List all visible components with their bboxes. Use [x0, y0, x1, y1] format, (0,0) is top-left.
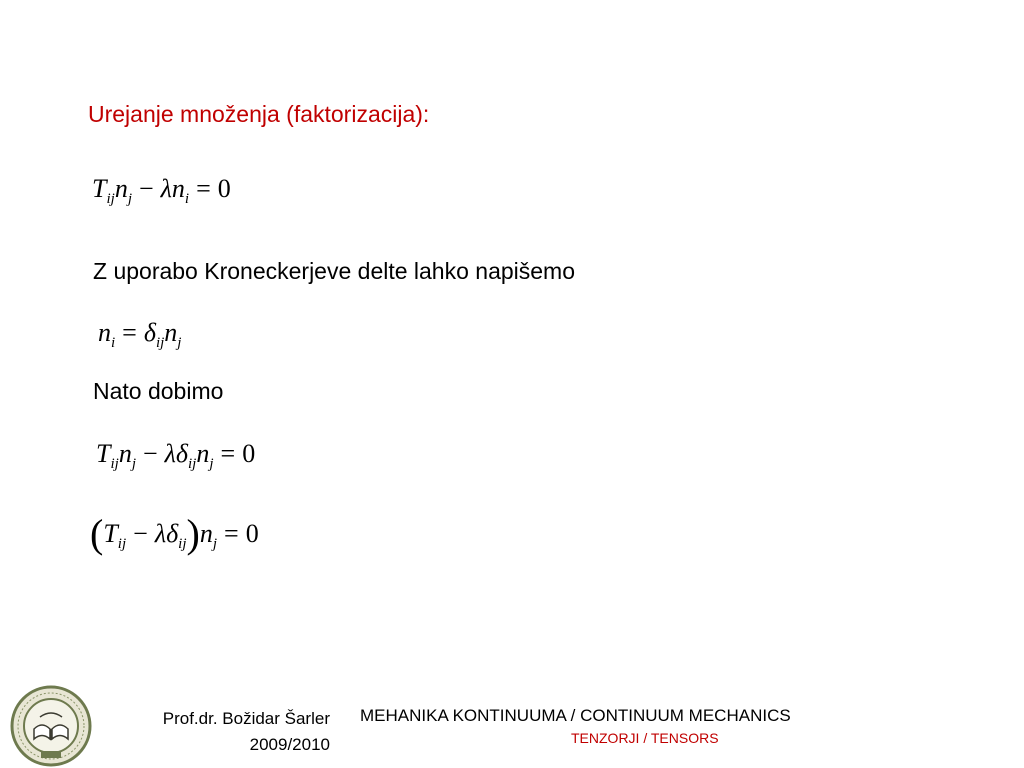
eq-subscript: j [177, 335, 182, 351]
eq-operator: − [138, 174, 154, 203]
footer-course: MEHANIKA KONTINUUMA / CONTINUUM MECHANICS [360, 706, 791, 725]
footer-topic: TENZORJI / TENSORS [571, 730, 719, 746]
eq-symbol: n [196, 439, 210, 468]
eq-symbol: λ [160, 174, 172, 203]
footer-author-block [163, 706, 330, 758]
eq-symbol: T [103, 519, 118, 548]
eq-subscript: ij [155, 335, 165, 351]
eq-symbol: n [98, 318, 111, 347]
eq-symbol: n [114, 174, 128, 203]
eq-symbol: n [118, 439, 132, 468]
university-seal-icon [10, 685, 92, 767]
eq-symbol: λ [154, 519, 167, 548]
eq-symbol: δ [166, 519, 179, 548]
footer-author: Prof.dr. Božidar Šarler [162, 709, 330, 728]
eq-subscript: j [127, 191, 132, 207]
eq-symbol: δ [143, 318, 156, 347]
eq-symbol: δ [175, 439, 189, 468]
eq-number: 0 [242, 439, 256, 468]
eq-operator: = [196, 174, 211, 203]
eq-symbol: T [92, 174, 107, 203]
eq-paren-left: ( [90, 511, 104, 556]
eq-number: 0 [217, 174, 231, 203]
eq-subscript: ij [117, 536, 127, 552]
slide-text-result: Nato dobimo [93, 378, 224, 404]
eq-symbol: n [164, 318, 178, 347]
eq-subscript: ij [110, 456, 119, 472]
equation-substituted [96, 439, 256, 472]
eq-operator: − [142, 439, 158, 468]
eq-subscript: j [209, 456, 214, 472]
equation-factorized [90, 511, 259, 556]
eq-operator: = [220, 439, 236, 468]
equation-eigen-problem [92, 174, 231, 207]
slide-heading: Urejanje množenja (faktorizacija): [88, 101, 430, 127]
eq-subscript: j [131, 456, 136, 472]
eq-operator: = [122, 318, 137, 347]
eq-symbol: T [96, 439, 111, 468]
eq-operator: = [224, 519, 239, 548]
eq-operator: − [133, 519, 148, 548]
eq-subscript: ij [178, 536, 187, 552]
eq-subscript: i [111, 335, 116, 351]
equation-kronecker [98, 318, 182, 351]
eq-paren-right: ) [186, 511, 200, 556]
eq-subscript: ij [188, 456, 197, 472]
eq-subscript: i [184, 191, 190, 207]
seal-graphic [10, 685, 92, 767]
footer-year: 2009/2010 [249, 735, 330, 754]
eq-symbol: n [171, 174, 185, 203]
eq-number: 0 [245, 519, 259, 548]
eq-symbol: λ [164, 439, 176, 468]
eq-subscript: ij [106, 191, 115, 207]
eq-subscript: j [212, 536, 218, 552]
eq-symbol: n [199, 519, 213, 548]
slide-text-kronecker: Z uporabo Kroneckerjeve delte lahko napišemo [93, 258, 576, 284]
